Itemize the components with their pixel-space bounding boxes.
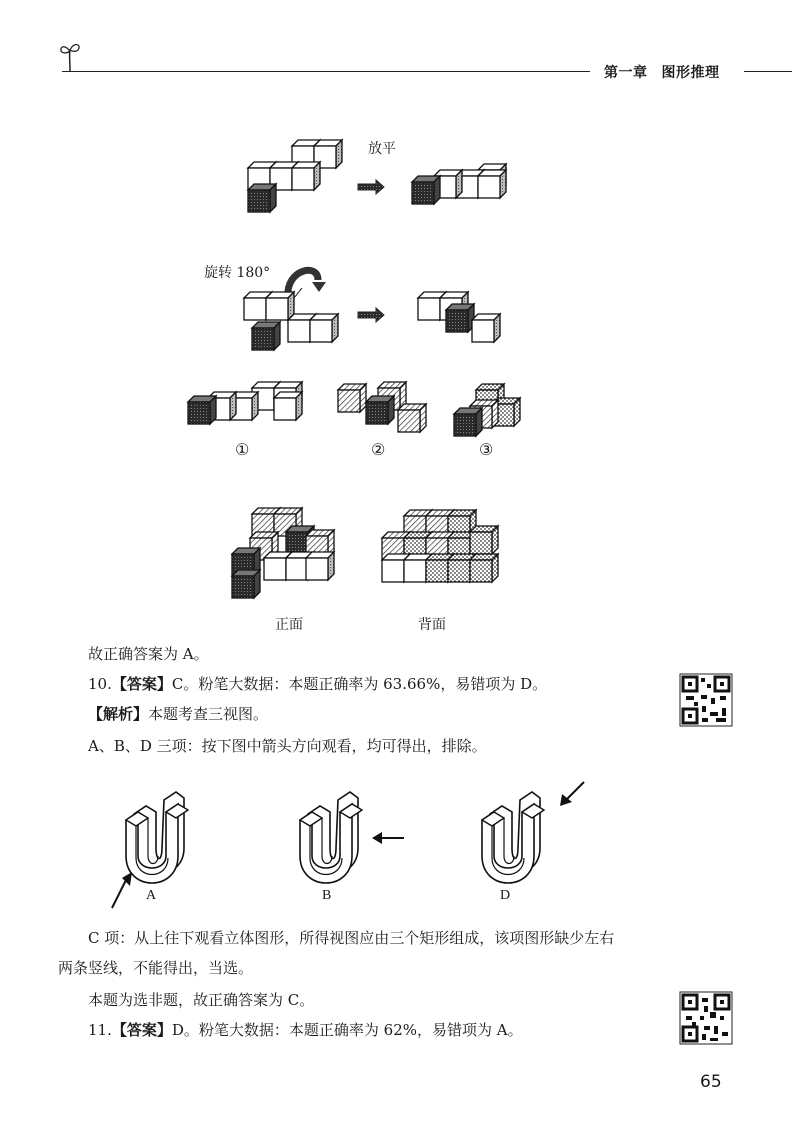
q11-answer-line bbox=[88, 1020, 523, 1040]
q10-number: 10. bbox=[88, 675, 112, 693]
q10-analysis-tag: 【解析】 bbox=[88, 705, 149, 723]
q11-answer-text: D。粉笔大数据：本题正确率为 62%，易错项为 A。 bbox=[171, 1021, 523, 1039]
q10-c-line2: 两条竖线，不能得出，当选。 bbox=[58, 959, 254, 977]
rotate-label: 旋转 180° bbox=[204, 265, 271, 281]
flatten-label: 放平 bbox=[368, 141, 396, 157]
u-label-d: D bbox=[500, 888, 511, 903]
q10-abd-text: A、B、D 三项：按下图中箭头方向观看，均可得出，排除。 bbox=[88, 737, 487, 755]
q11-number: 11. bbox=[88, 1021, 112, 1039]
page-number: 65 bbox=[700, 1072, 722, 1092]
option-label-1: ① bbox=[235, 440, 250, 459]
u-label-a: A bbox=[146, 888, 157, 903]
conclusion-q9: 故正确答案为 A。 bbox=[88, 645, 209, 663]
chapter-title: 图形推理 bbox=[661, 65, 720, 81]
back-label: 背面 bbox=[418, 617, 446, 633]
chapter-label: 第一章 bbox=[604, 65, 648, 81]
option-label-3: ③ bbox=[479, 440, 494, 459]
q10-answer-tag: 【答案】 bbox=[111, 675, 172, 693]
q10-conclusion: 本题为选非题，故正确答案为 C。 bbox=[88, 991, 315, 1009]
q10-answer-text: C。粉笔大数据：本题正确率为 63.66%，易错项为 D。 bbox=[171, 675, 548, 693]
q11-answer-tag: 【答案】 bbox=[111, 1021, 172, 1039]
option-label-2: ② bbox=[371, 440, 386, 459]
front-label: 正面 bbox=[275, 617, 303, 633]
q10-analysis-text: 本题考查三视图。 bbox=[148, 705, 269, 723]
q10-c-line1: C 项：从上往下观看立体图形，所得视图应由三个矩形组成，该项图形缺少左右 bbox=[88, 929, 615, 947]
u-label-b: B bbox=[322, 888, 332, 903]
